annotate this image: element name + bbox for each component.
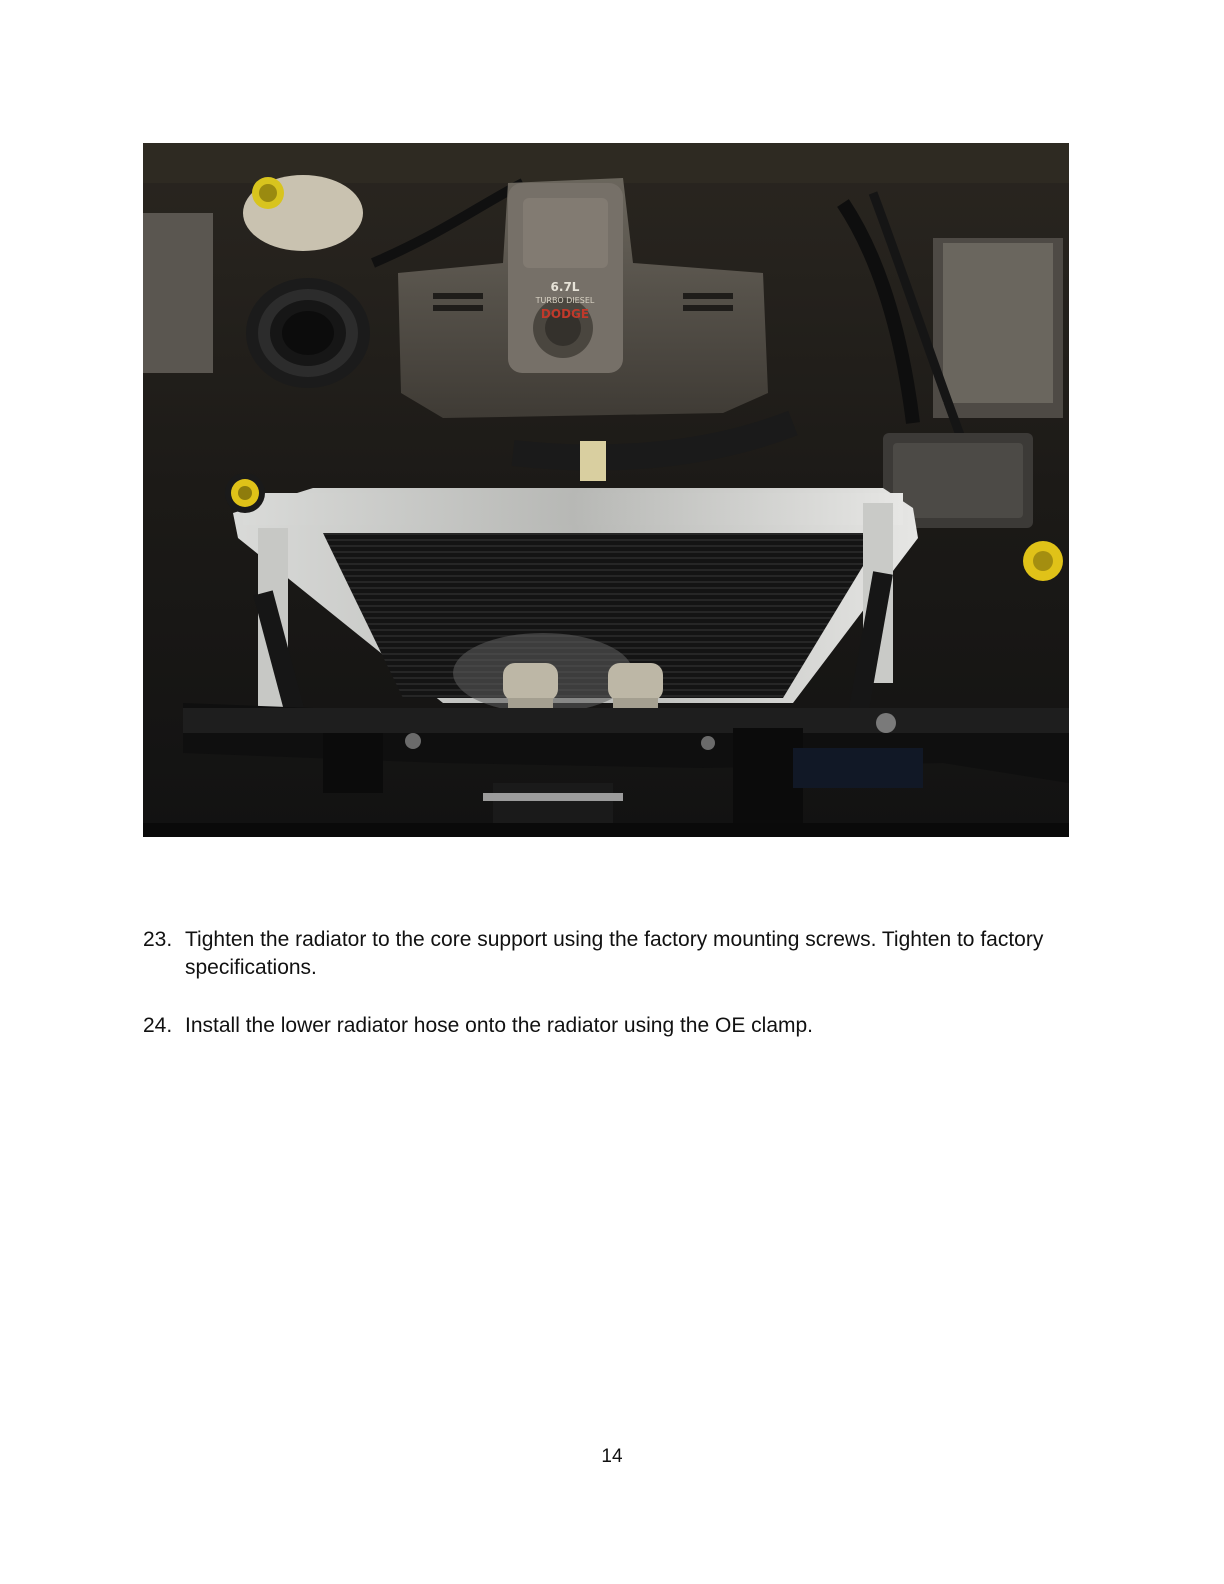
engine-badge-sub: TURBO DIESEL — [535, 296, 595, 305]
engine-badge: 6.7L — [550, 280, 580, 294]
page-number: 14 — [601, 1446, 623, 1467]
brand-mark: DODGE — [540, 307, 590, 321]
intake-boot — [246, 278, 370, 388]
instruction-steps — [143, 926, 1083, 1070]
step-text: Install the lower radiator hose onto the radiator using the OE clamp. — [185, 1014, 814, 1037]
step-number: 23. — [143, 928, 173, 951]
step-item — [143, 1012, 1083, 1040]
step-item — [143, 926, 1083, 982]
step-text: Tighten the radiator to the core support using the factory mounting screws. Tighten to factory specifications. — [185, 928, 1044, 979]
step-number: 24. — [143, 1014, 173, 1037]
engine-bay-photo — [143, 143, 1069, 837]
engine-bay-illustration — [143, 143, 1069, 837]
